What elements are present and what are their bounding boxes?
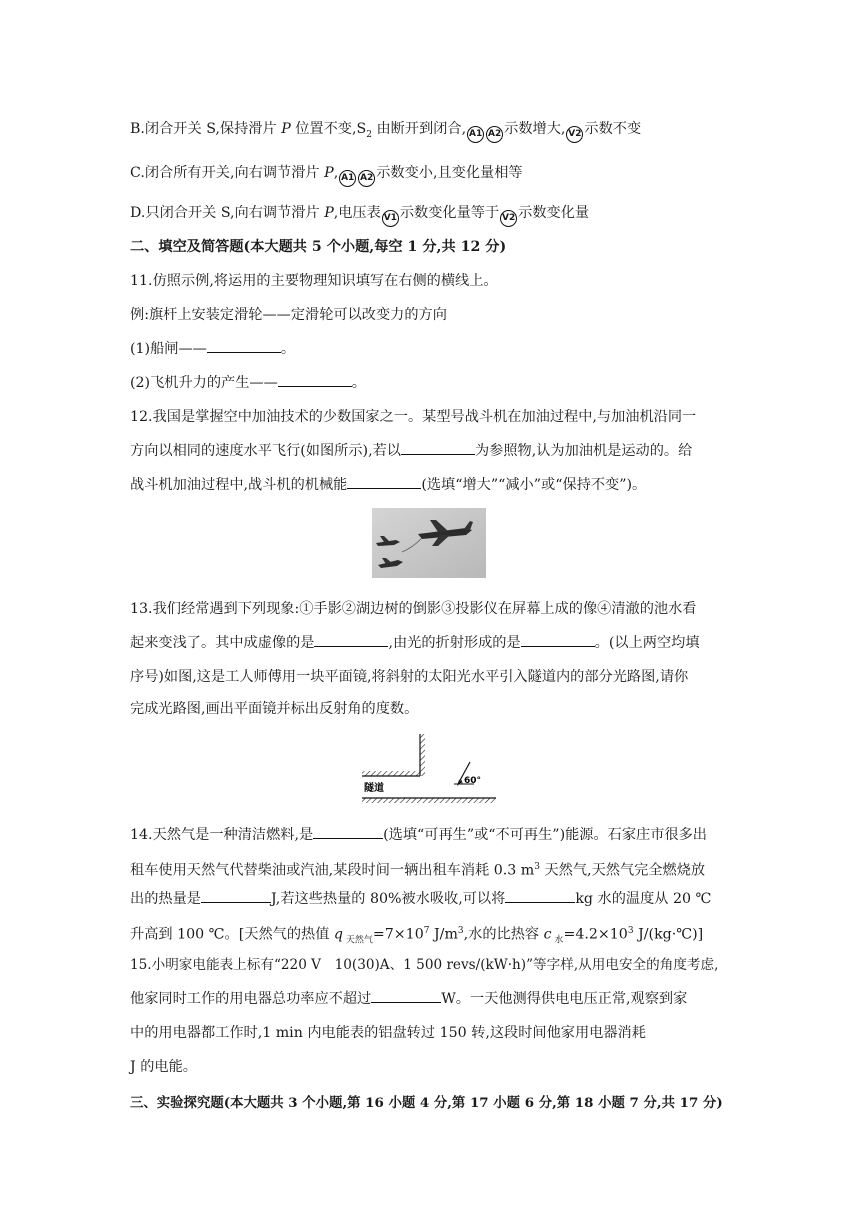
text: (选填“增大”“减小”或“保持不变”)。 <box>421 477 647 493</box>
text: J/m <box>429 926 458 943</box>
text: D.只闭合开关 S,向右调节滑片 <box>130 205 325 221</box>
text: 出的热量是 <box>130 891 201 907</box>
superscript: 3 <box>457 926 464 936</box>
tunnel-label: 隧道 <box>364 783 384 794</box>
answer-blank[interactable] <box>278 372 352 387</box>
q14-line-3 <box>130 888 730 910</box>
text: 升高到 100 ℃。[天然气的热值 <box>130 926 334 943</box>
q14-line-1 <box>130 824 730 846</box>
superscript: 3 <box>627 926 634 936</box>
slider-symbol: P <box>324 165 334 181</box>
text: (选填“可再生”或“不可再生”)能源。石家庄市很多出 <box>383 827 707 843</box>
answer-blank[interactable] <box>521 632 595 647</box>
answer-blank[interactable] <box>313 824 383 839</box>
text: 示数变化量等于 <box>399 205 500 221</box>
text: B.闭合开关 S,保持滑片 <box>130 121 282 137</box>
text: 示数变化量 <box>518 205 590 221</box>
slider-symbol: P <box>324 205 334 221</box>
answer-blank[interactable] <box>371 988 441 1003</box>
ammeter-a1-icon: A1 <box>467 126 484 143</box>
q13-line-1: 13.我们经常遇到下列现象:①手影②湖边树的倒影③投影仪在屏幕上成的像④清澈的池水看 <box>130 601 697 617</box>
text: 14.天然气是一种清洁燃料,是 <box>130 827 314 843</box>
ammeter-a1-icon: A1 <box>339 170 356 187</box>
subscript: 天然气 <box>343 935 373 946</box>
text: 天然气,天然气完全燃烧放 <box>539 862 706 879</box>
q15-line-1: 15.小明家电能表上标有“220 V 10(30)A、1 500 revs/(kW·h)”等字样,从用电安全的角度考虑, <box>130 957 719 973</box>
text: ,电压表 <box>333 205 381 221</box>
ammeter-a2-icon: A2 <box>486 126 503 143</box>
voltmeter-v1-icon: V1 <box>382 210 399 227</box>
option-b <box>130 118 730 146</box>
text: 起来变浅了。其中成虚像的是 <box>130 635 315 651</box>
superscript: 7 <box>423 926 430 936</box>
q15-line-2 <box>130 988 730 1010</box>
text: 示数变小,且变化量相等 <box>376 165 523 181</box>
text: 战斗机加油过程中,战斗机的机械能 <box>130 477 348 493</box>
text: 方向以相同的速度水平飞行(如图所示),若以 <box>130 443 401 459</box>
text: 。 <box>280 341 296 357</box>
text: C.闭合所有开关,向右调节滑片 <box>130 165 325 181</box>
answer-blank[interactable] <box>207 338 281 353</box>
option-c <box>130 162 730 187</box>
text: J,若这些热量的 80%被水吸收,可以将 <box>270 891 506 907</box>
text: (1)船闸—— <box>130 341 207 357</box>
voltmeter-v2-icon: V2 <box>566 126 583 143</box>
superscript: 3 <box>534 862 540 872</box>
q11-stem: 11.仿照示例,将运用的主要物理知识填写在右侧的横线上。 <box>130 273 498 289</box>
option-d <box>130 202 730 227</box>
text: 。 <box>351 375 366 391</box>
q15-line-3: 中的用电器都工作时,1 min 内电能表的铝盘转过 150 转,这段时间他家用电器消耗 <box>130 1025 646 1041</box>
q15-line-4: J 的电能。 <box>130 1059 197 1075</box>
section-3-heading: 三、实验探究题(本大题共 3 个小题,第 16 小题 4 分,第 17 小题 6 分,第 18 小题 7 分,共 17 分) <box>130 1095 723 1111</box>
text: =4.2×10 <box>563 926 628 943</box>
q11-item-1 <box>130 338 730 360</box>
text: =7×10 <box>372 926 424 943</box>
subscript: 2 <box>366 129 372 140</box>
voltmeter-v2-icon: V2 <box>500 210 517 227</box>
answer-blank[interactable] <box>401 440 475 455</box>
text: ,由光的折射形成的是 <box>388 635 521 651</box>
text: 位置不变,S <box>290 121 367 137</box>
answer-blank[interactable] <box>347 474 421 489</box>
text: ,水的比热容 <box>463 926 544 943</box>
q13-line-4: 完成光路图,画出平面镜并标出反射角的度数。 <box>130 701 419 717</box>
text: 由断开到闭合, <box>371 121 467 137</box>
q11-example: 例:旗杆上安装定滑轮——定滑轮可以改变力的方向 <box>130 307 447 323</box>
section-2-heading: 二、填空及简答题(本大题共 5 个小题,每空 1 分,共 12 分) <box>130 239 507 255</box>
q12-line-3 <box>130 474 730 496</box>
text: , <box>333 165 339 181</box>
q11-item-2 <box>130 372 730 394</box>
q12-line-2 <box>130 440 730 462</box>
answer-blank[interactable] <box>314 632 388 647</box>
text: kg 水的温度从 20 ℃ <box>575 891 712 907</box>
symbol: q <box>333 926 343 943</box>
text: (2)飞机升力的产生—— <box>130 375 278 391</box>
text: J/(kg·℃)] <box>633 926 704 943</box>
q13-line-2 <box>130 632 730 654</box>
text: 。(以上两空均填 <box>594 635 700 651</box>
text: 租车使用天然气代替柴油或汽油,某段时间一辆出租车消耗 0.3 m <box>130 862 535 879</box>
aerial-refueling-photo <box>372 508 486 578</box>
answer-blank[interactable] <box>505 888 575 903</box>
q14-line-2 <box>130 856 730 882</box>
q13-line-3: 序号)如图,这是工人师傅用一块平面镜,将斜射的太阳光水平引入隧道内的部分光路图,请你 <box>130 669 689 685</box>
text: 为参照物,认为加油机是运动的。给 <box>474 443 693 459</box>
subscript: 水 <box>551 935 564 946</box>
text: 示数增大, <box>504 121 566 137</box>
angle-label: 60° <box>464 776 482 786</box>
answer-blank[interactable] <box>201 888 271 903</box>
text: W。一天他测得供电电压正常,观察到家 <box>441 991 688 1007</box>
slider-symbol: P <box>281 121 291 137</box>
q14-line-4 <box>130 920 730 952</box>
q12-line-1: 12.我国是掌握空中加油技术的少数国家之一。某型号战斗机在加油过程中,与加油机沿同一 <box>130 409 697 425</box>
tunnel-light-path-diagram <box>356 728 502 806</box>
text: 示数不变 <box>584 121 642 137</box>
symbol: c <box>543 926 552 943</box>
ammeter-a2-icon: A2 <box>358 170 375 187</box>
text: 他家同时工作的用电器总功率应不超过 <box>130 991 372 1007</box>
